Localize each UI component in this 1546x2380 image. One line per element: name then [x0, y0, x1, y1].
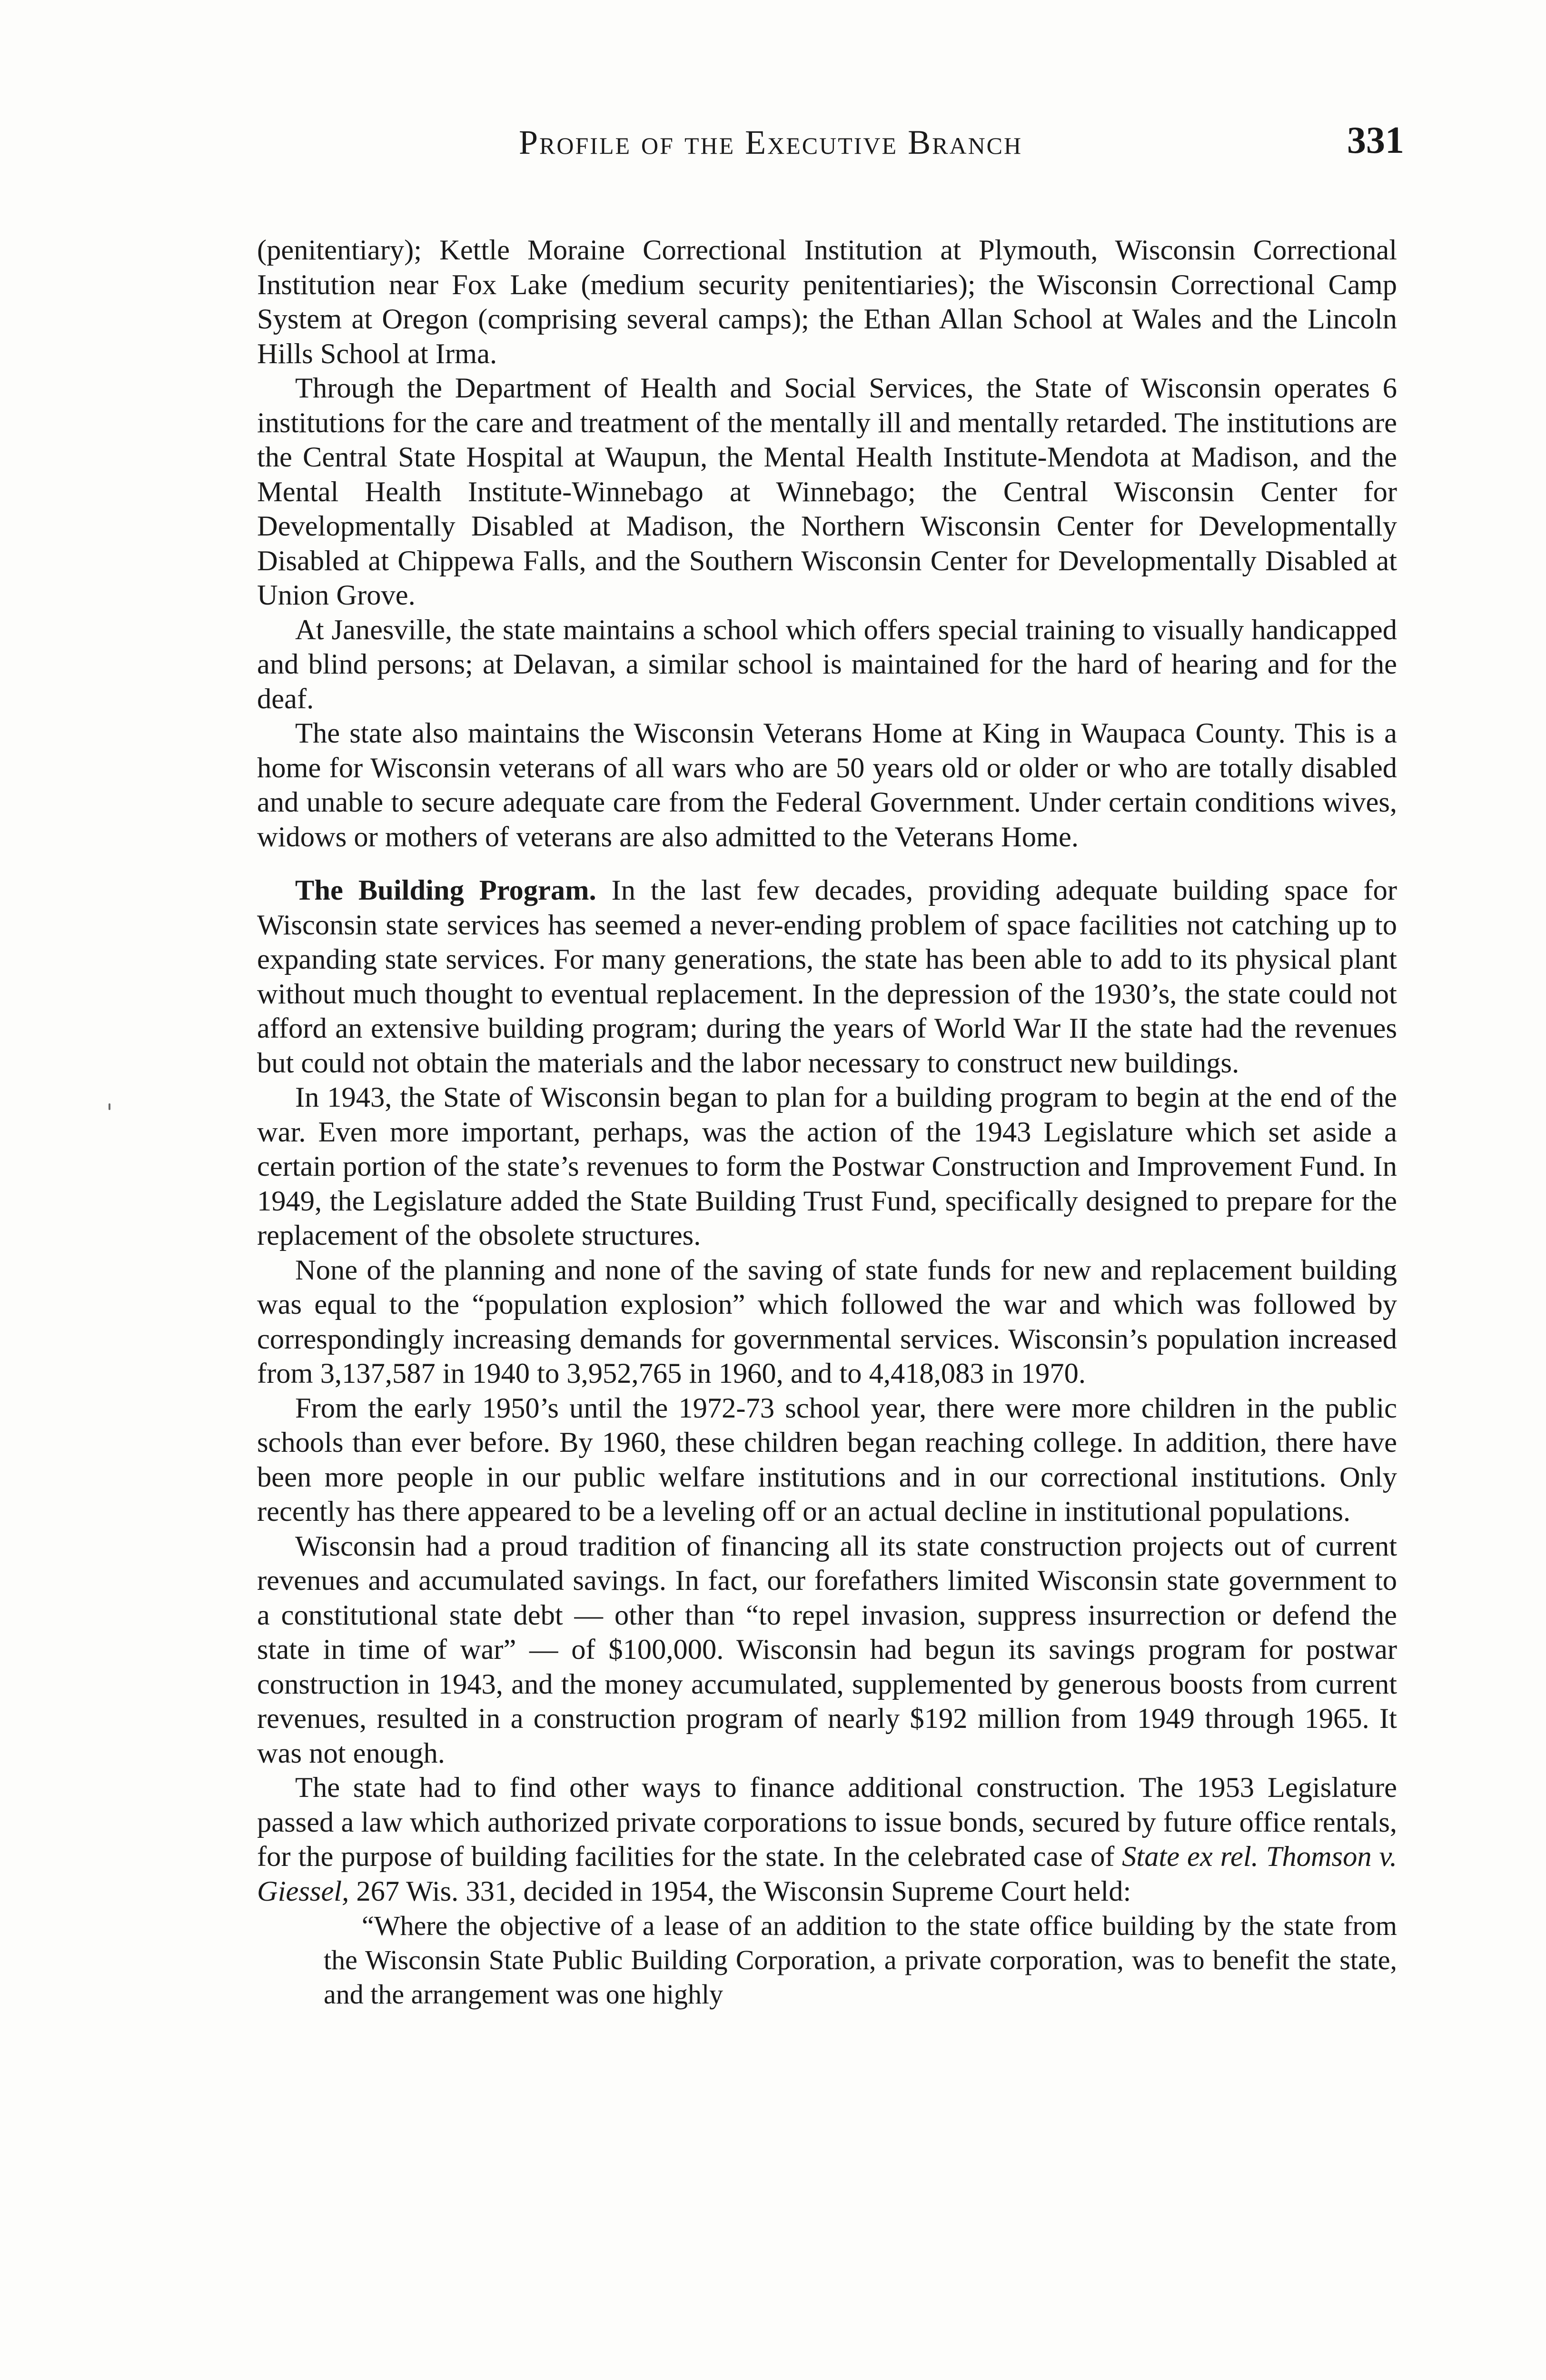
building-program-intro-text: In the last few decades, providing adequate building space for Wisconsin state services has seemed a never-ending problem of space facilities not catching up to expanding state services. For many generations, the state has been able to add to its physical plant without much thought to eventual replacement. In the depression of the 1930’s, the state could not afford an extensive building program; during the years of World War II the state had the revenues but could not obtain the materials and the labor necessary to construct new buildings. [257, 874, 1397, 1079]
paragraph-population-explosion: None of the planning and none of the saving of state funds for new and replacement building was equal to the “population explosion” which followed the war and which was followed by correspondingly increasing demands for governmental services. Wisconsin’s population increased from 3,137,587 in 1940 to 3,952,765 in 1960, and to 4,418,083 in 1970. [257, 1254, 1397, 1389]
section-heading-building-program: The Building Program. [295, 874, 596, 906]
case-name: State ex rel. Thomson v. Giessel, [257, 1841, 1397, 1907]
court-quote-text: “Where the objective of a lease of an addition to the state office building by the state from the Wisconsin State Public Building Corporation, a private corporation, was to benefit the state, and the arrangement was one highly [324, 1910, 1397, 2010]
running-head [257, 119, 1404, 171]
paragraph-postwar-fund: In 1943, the State of Wisconsin began to plan for a building program to begin at the end of the war. Even more important, perhaps, was the action of the 1943 Legislature which set aside a certain portion of the state’s revenues to form the Postwar Construction and Improvement Fund. In 1949, the Legislature added the State Building Trust Fund, specifically designed to prepare for the replacement of the obsolete structures. [257, 1081, 1397, 1251]
paragraph-school-populations: From the early 1950’s until the 1972-73 school year, there were more children in the public schools than ever before. By 1960, these children began reaching college. In addition, there have been more people in our public welfare institutions and in our correctional institutions. Only recently has there appeared to be a leveling off or an actual decline in institutional populations. [257, 1392, 1397, 1527]
paragraph-building-program-intro [257, 873, 1397, 1081]
paragraph-mental-health-institutions: Through the Department of Health and Social Services, the State of Wisconsin operates 6 institutions for the care and treatment of the mentally ill and mentally retarded. The institutions are the Central State Hospital at Waupun, the Mental Health Institute-Mendota at Madison, and the Mental Health Institute-Winnebago at Winnebago; the Central Wisconsin Center for Developmentally Disabled at Madison, the Northern Wisconsin Center for Developmentally Disabled at Chippewa Falls, and the Southern Wisconsin Center for Developmentally Disabled at Union Grove. [257, 372, 1397, 611]
court-quote [257, 1909, 1397, 2012]
paragraph-correctional-institutions: (penitentiary); Kettle Moraine Correctional Institution at Plymouth, Wisconsin Correctional Institution near Fox Lake (medium security penitentiaries); the Wisconsin Correctional Camp System at Oregon (comprising several camps); the Ethan Allan School at Wales and the Lincoln Hills School at Irma. [257, 234, 1397, 370]
case-text-after: 267 Wis. 331, decided in 1954, the Wisconsin Supreme Court held: [349, 1875, 1131, 1907]
paragraph-veterans-home: The state also maintains the Wisconsin Veterans Home at King in Waupaca County. This is a home for Wisconsin veterans of all wars who are 50 years old or older or who are totally disabled and unable to secure adequate care from the Federal Government. Under certain conditions wives, widows or mothers of veterans are also admitted to the Veterans Home. [257, 717, 1397, 853]
paragraph-financing-tradition: Wisconsin had a proud tradition of financing all its state construction projects out of current revenues and accumulated savings. In fact, our forefathers limited Wisconsin state government to a constitutional state debt — other than “to repel invasion, suppress insurrection or defend the state in time of war” — of $100,000. Wisconsin had begun its savings program for postwar construction in 1943, and the money accumulated, supplemented by generous boosts from current revenues, resulted in a construction program of nearly $192 million from 1949 through 1965. It was not enough. [257, 1530, 1397, 1769]
case-text-before: The state had to find other ways to finance additional construction. The 1953 Legislature passed a law which authorized private corporations to issue bonds, secured by future office rentals, for the purpose of building facilities for the state. In the celebrated case of [257, 1772, 1397, 1873]
page-number: 331 [1347, 119, 1404, 161]
paragraph-court-case [257, 1771, 1397, 1909]
paragraph-special-schools: At Janesville, the state maintains a school which offers special training to visually handicapped and blind persons; at Delavan, a similar school is maintained for the hard of hearing and for the deaf. [257, 614, 1397, 715]
margin-mark [109, 1103, 110, 1110]
body-text [257, 233, 1397, 2012]
running-title: Profile of the Executive Branch [519, 123, 1023, 161]
